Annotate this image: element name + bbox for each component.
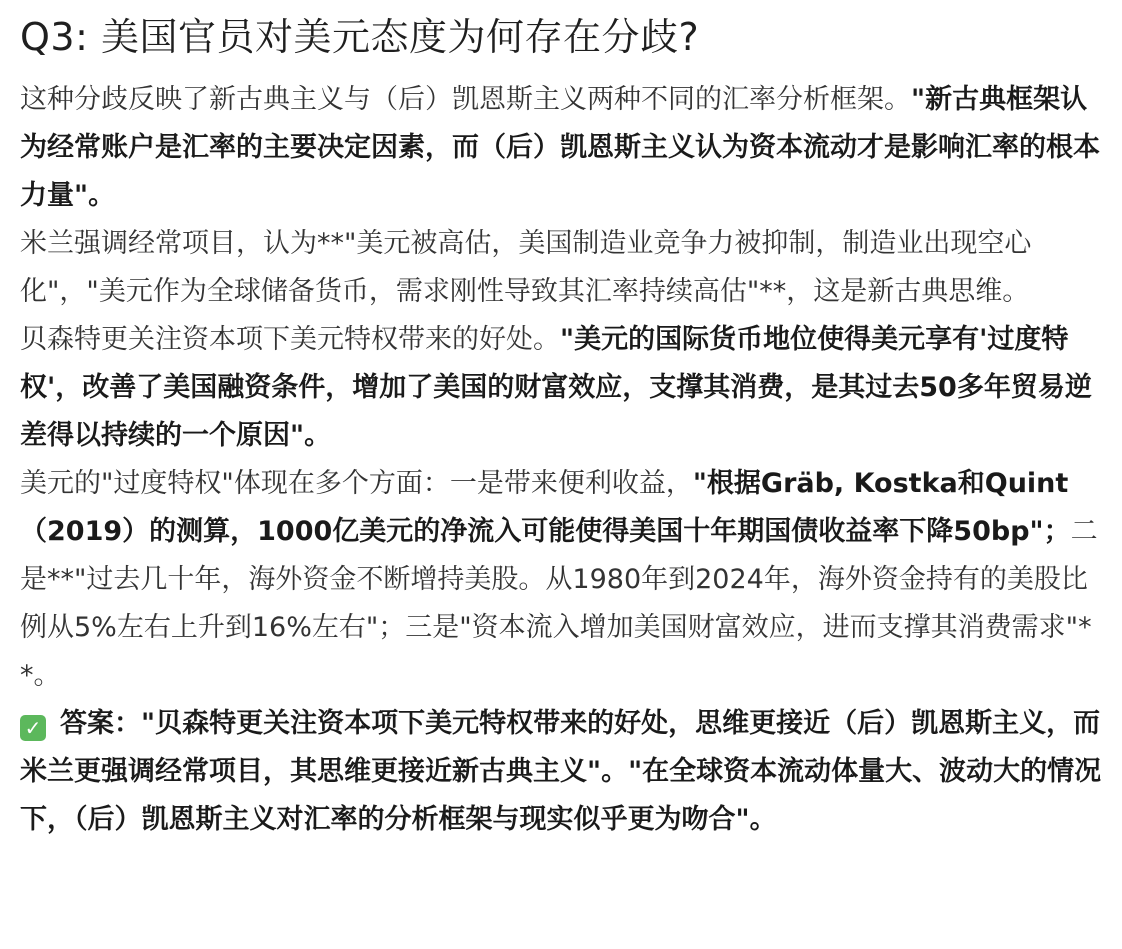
paragraph-framework [20, 76, 1104, 220]
paragraph-privilege-text-b: 二是**"过去几十年，海外资金不断增持美股。从1980年到2024年，海外资金持有的美股比例从5%左右上升到16%左右"；三是"资本流入增加美国财富效应，进而支撑其消费需求"**。 [20, 516, 1098, 691]
paragraph-privilege [20, 460, 1104, 700]
paragraph-bessent [20, 316, 1104, 460]
paragraph-privilege-quote: "根据Gräb, Kostka和Quint（2019）的测算，1000亿美元的净流入可能使得美国十年期国债收益率下降50bp"； [20, 468, 1071, 547]
page-title: Q3: 美国官员对美元态度为何存在分歧? [20, 15, 700, 59]
paragraph-bessent-quote: "美元的国际货币地位使得美元享有'过度特权'，改善了美国融资条件，增加了美国的财富效应，支撑其消费，是其过去50多年贸易逆差得以持续的一个原因"。 [20, 324, 1092, 451]
paragraph-framework-quote: "新古典框架认为经常账户是汇率的主要决定因素，而（后）凯恩斯主义认为资本流动才是影响汇率的根本力量"。 [20, 84, 1100, 211]
paragraph-framework-text: 这种分歧反映了新古典主义与（后）凯恩斯主义两种不同的汇率分析框架。 [20, 84, 911, 115]
paragraph-privilege-text-a: 美元的"过度特权"体现在多个方面：一是带来便利收益， [20, 468, 693, 499]
answer-label: 答案： [60, 708, 141, 739]
check-icon: ✓ [20, 715, 46, 741]
paragraph-milan [20, 220, 1104, 316]
paragraph-bessent-text: 贝森特更关注资本项下美元特权带来的好处。 [20, 324, 560, 355]
answer-quote: "贝森特更关注资本项下美元特权带来的好处，思维更接近（后）凯恩斯主义，而米兰更强调经常项目，其思维更接近新古典主义"。"在全球资本流动体量大、波动大的情况下，（后）凯恩斯主义对汇率的分析框架与现实似乎更为吻合"。 [20, 708, 1102, 835]
answer-paragraph [20, 700, 1104, 844]
paragraph-milan-text: 米兰强调经常项目，认为**"美元被高估，美国制造业竞争力被抑制，制造业出现空心化"，"美元作为全球储备货币，需求刚性导致其汇率持续高估"**，这是新古典思维。 [20, 228, 1032, 307]
